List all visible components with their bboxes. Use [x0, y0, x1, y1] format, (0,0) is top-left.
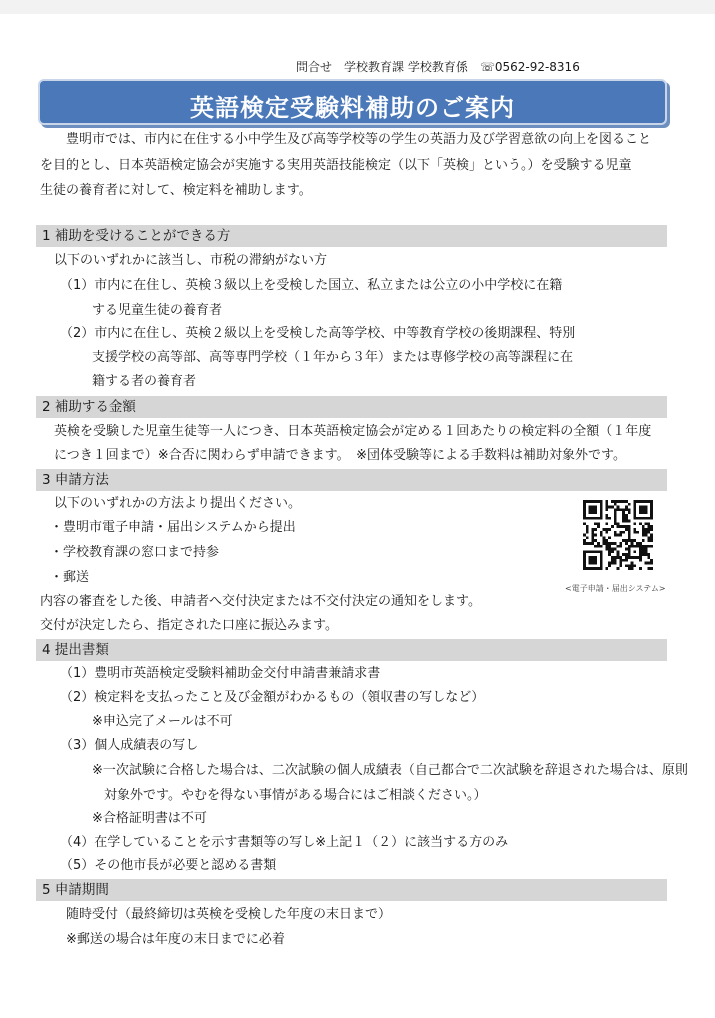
s1-lead: 以下のいずれかに該当し、市税の滞納がない方: [54, 253, 328, 268]
s4-item5: （5）その他市長が必要と認める書類: [60, 858, 277, 873]
s5-line2: ※郵送の場合は年度の末日までに必着: [66, 932, 285, 947]
s2-line2: につき１回まで）※合否に関わらず申請できます。 ※団体受験等による手数料は補助対象外です。: [54, 448, 626, 463]
intro-line-3: 生徒の養育者に対して、検定料を補助します。: [40, 183, 312, 198]
s5-line1: 随時受付（最終締切は英検を受検した年度の末日まで）: [66, 907, 392, 922]
s3-after-1: 内容の審査をした後、申請者へ交付決定または不交付決定の通知をします。: [40, 594, 481, 609]
s2-line1: 英検を受験した児童生徒等一人につき、日本英語検定協会が定める１回あたりの検定料の全額（１年度: [54, 424, 652, 439]
s4-item2: （2）検定料を支払ったこと及び金額がわかるもの（領収書の写しなど）: [60, 690, 485, 705]
s1-item2-line2: 支援学校の高等部、高等専門学校（１年から３年）または専修学校の高等課程に在: [92, 350, 574, 365]
section-heading-2: 2 補助する金額: [36, 396, 667, 418]
s4-item2-note: ※申込完了メールは不可: [92, 714, 233, 729]
page-title: 英語検定受験料補助のご案内: [190, 94, 515, 122]
qr-code-icon[interactable]: [583, 500, 653, 570]
contact-info: 問合せ 学校教育課 学校教育係 ☏0562-92-8316: [296, 60, 580, 74]
section-heading-1: 1 補助を受けることができる方: [36, 225, 667, 247]
s3-lead: 以下のいずれかの方法より提出ください。: [54, 496, 302, 511]
s3-method-mail: ・郵送: [50, 570, 90, 585]
intro-line-2: を目的とし、日本英語検定協会が実施する実用英語技能検定（以下「英検」という。）を受験する児童: [40, 158, 632, 173]
s1-item1-line2: する児童生徒の養育者: [92, 303, 223, 318]
s3-method-counter: ・学校教育課の窓口まで持参: [50, 545, 220, 560]
s1-item2-line3: 籍する者の養育者: [92, 374, 197, 389]
s4-item4: （4）在学していることを示す書類等の写し※上記１（２）に該当する方のみ: [60, 835, 509, 850]
section-heading-5: 5 申請期間: [36, 879, 667, 901]
s4-item3-note2: 対象外です。やむを得ない事情がある場合にはご相談ください。）: [104, 788, 487, 803]
title-banner: [38, 79, 667, 125]
s4-item1: （1）豊明市英語検定受験料補助金交付申請書兼請求書: [60, 666, 381, 681]
page-top-edge: [0, 0, 715, 14]
section-heading-3: 3 申請方法: [36, 469, 667, 491]
s4-item3: （3）個人成績表の写し: [60, 738, 199, 753]
section-heading-4: 4 提出書類: [36, 639, 667, 661]
s1-item1-line1: （1）市内に在住し、英検３級以上を受検した国立、私立または公立の小中学校に在籍: [60, 278, 563, 293]
s3-method-online: ・豊明市電子申請・届出システムから提出: [50, 520, 296, 535]
qr-caption: <電子申請・届出システム>: [565, 584, 666, 593]
s3-after-2: 交付が決定したら、指定された口座に振込みます。: [40, 618, 338, 633]
s4-item3-note3: ※合格証明書は不可: [92, 811, 207, 826]
intro-line-1: 豊明市では、市内に在住する小中学生及び高等学校等の学生の英語力及び学習意欲の向上を図ること: [66, 132, 652, 147]
s4-item3-note1: ※一次試験に合格した場合は、二次試験の個人成績表（自己都合で二次試験を辞退された場合は、原則: [92, 763, 688, 778]
s1-item2-line1: （2）市内に在住し、英検２級以上を受検した高等学校、中等教育学校の後期課程、特別: [60, 326, 576, 341]
